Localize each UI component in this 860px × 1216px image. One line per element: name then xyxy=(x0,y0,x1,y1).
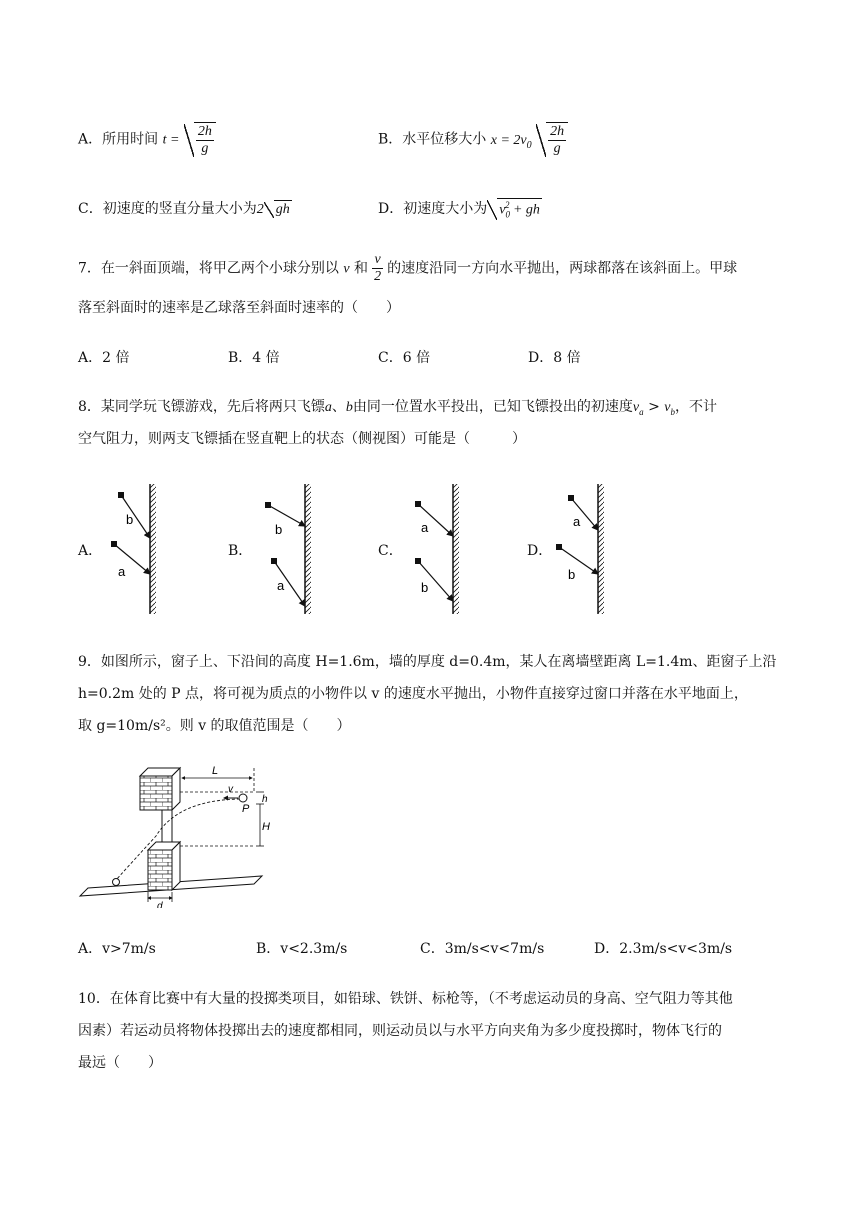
label-P: P xyxy=(242,803,250,815)
label-h: h xyxy=(262,794,268,805)
q9-option-d: D．2.3m/s<v<3m/s xyxy=(594,941,733,957)
q6-option-d: D．初速度大小为 $v_0^2$ + gh xyxy=(378,200,540,220)
q6-option-b: B．水平位移大小 $x = 2v_0$ $\frac{2h}{g}$ xyxy=(378,122,568,157)
dart-label-a: a xyxy=(421,520,429,535)
dart-figure-c xyxy=(403,478,471,618)
q9-line1: 9．如图所示，窗子上、下沿间的高度 H=1.6m，墙的厚度 d=0.4m，某人在离墙壁距离 L=1.4m、距窗子上沿 xyxy=(78,654,777,670)
dart-label-a: a xyxy=(118,564,126,579)
q8-line2: 空气阻力，则两支飞镖插在竖直靶上的状态（侧视图）可能是（ ） xyxy=(78,431,526,447)
q7-option-d: D．8 倍 xyxy=(528,350,581,366)
label-H: H xyxy=(262,821,270,833)
q10-line3: 最远（ ） xyxy=(78,1055,162,1071)
q8-option-d: D． xyxy=(527,543,553,559)
q6-option-c: C．初速度的竖直分量大小为2 gh xyxy=(78,201,290,217)
q9-option-a: A．v>7m/s xyxy=(78,941,156,957)
dart-label-b: b xyxy=(421,580,429,595)
projectile-ball xyxy=(239,794,247,802)
q9-line2: h=0.2m 处的 P 点，将可视为质点的小物件以 v 的速度水平抛出，小物件直接穿过窗口并落在水平地面上， xyxy=(78,686,748,702)
dart-figure-b xyxy=(255,478,323,618)
q9-line3: 取 g=10m/s²。则 v 的取值范围是（ ） xyxy=(78,718,351,734)
landed-ball xyxy=(113,879,120,886)
dart-figure-d xyxy=(548,478,616,618)
window-wall-figure xyxy=(78,758,270,908)
q7-line2: 落至斜面时的速率是乙球落至斜面时速率的（ ） xyxy=(78,300,400,316)
sqrt-symbol: $\frac{2h}{g}$ xyxy=(184,122,216,157)
q9-option-b: B．v<2.3m/s xyxy=(256,941,348,957)
q7-option-b: B．4 倍 xyxy=(228,350,280,366)
sqrt-symbol: $\frac{2h}{g}$ xyxy=(536,122,568,157)
q8-line1: 8．某同学玩飞镖游戏，先后将两只飞镖a、b由同一位置水平投出，已知飞镖投出的初速度$v_a > v_b$，不计 xyxy=(78,399,717,417)
label-d: d xyxy=(157,901,163,908)
lower-wall xyxy=(148,850,172,890)
q9-option-c: C．3m/s<v<7m/s xyxy=(420,941,545,957)
q8-option-c: C． xyxy=(378,543,403,559)
dart-label-a: a xyxy=(277,578,285,593)
dart-figure-a xyxy=(100,478,168,618)
q7-option-c: C．6 倍 xyxy=(378,350,431,366)
q10-line2: 因素）若运动员将物体投掷出去的速度都相同，则运动员以与水平方向夹角为多少度投掷时，物体飞行的 xyxy=(78,1023,722,1039)
label-L: L xyxy=(212,765,219,777)
q8-option-a: A． xyxy=(78,543,103,559)
sqrt-symbol: $v_0^2$ + gh xyxy=(487,198,542,219)
upper-wall xyxy=(140,776,172,810)
dart-label-b: b xyxy=(568,567,576,582)
dart-label-a: a xyxy=(573,514,581,529)
q7-line1: 7．在一斜面顶端，将甲乙两个小球分别以 v 和 $\frac{v}{2}$ 的速度沿同一方向水平抛出，两球都落在该斜面上。甲球 xyxy=(78,252,738,284)
dart-label-b: b xyxy=(275,522,283,537)
sqrt-symbol: gh xyxy=(264,200,292,218)
q7-option-a: A．2 倍 xyxy=(78,350,130,366)
dart-label-b: b xyxy=(126,512,134,527)
label-v: v xyxy=(228,784,233,795)
q8-option-b: B． xyxy=(228,543,253,559)
q6-option-a: A．所用时间 t = $\frac{2h}{g}$ xyxy=(78,122,216,157)
q10-line1: 10．在体育比赛中有大量的投掷类项目，如铅球、铁饼、标枪等，（不考虑运动员的身高、空气阻力等其他 xyxy=(78,991,733,1007)
